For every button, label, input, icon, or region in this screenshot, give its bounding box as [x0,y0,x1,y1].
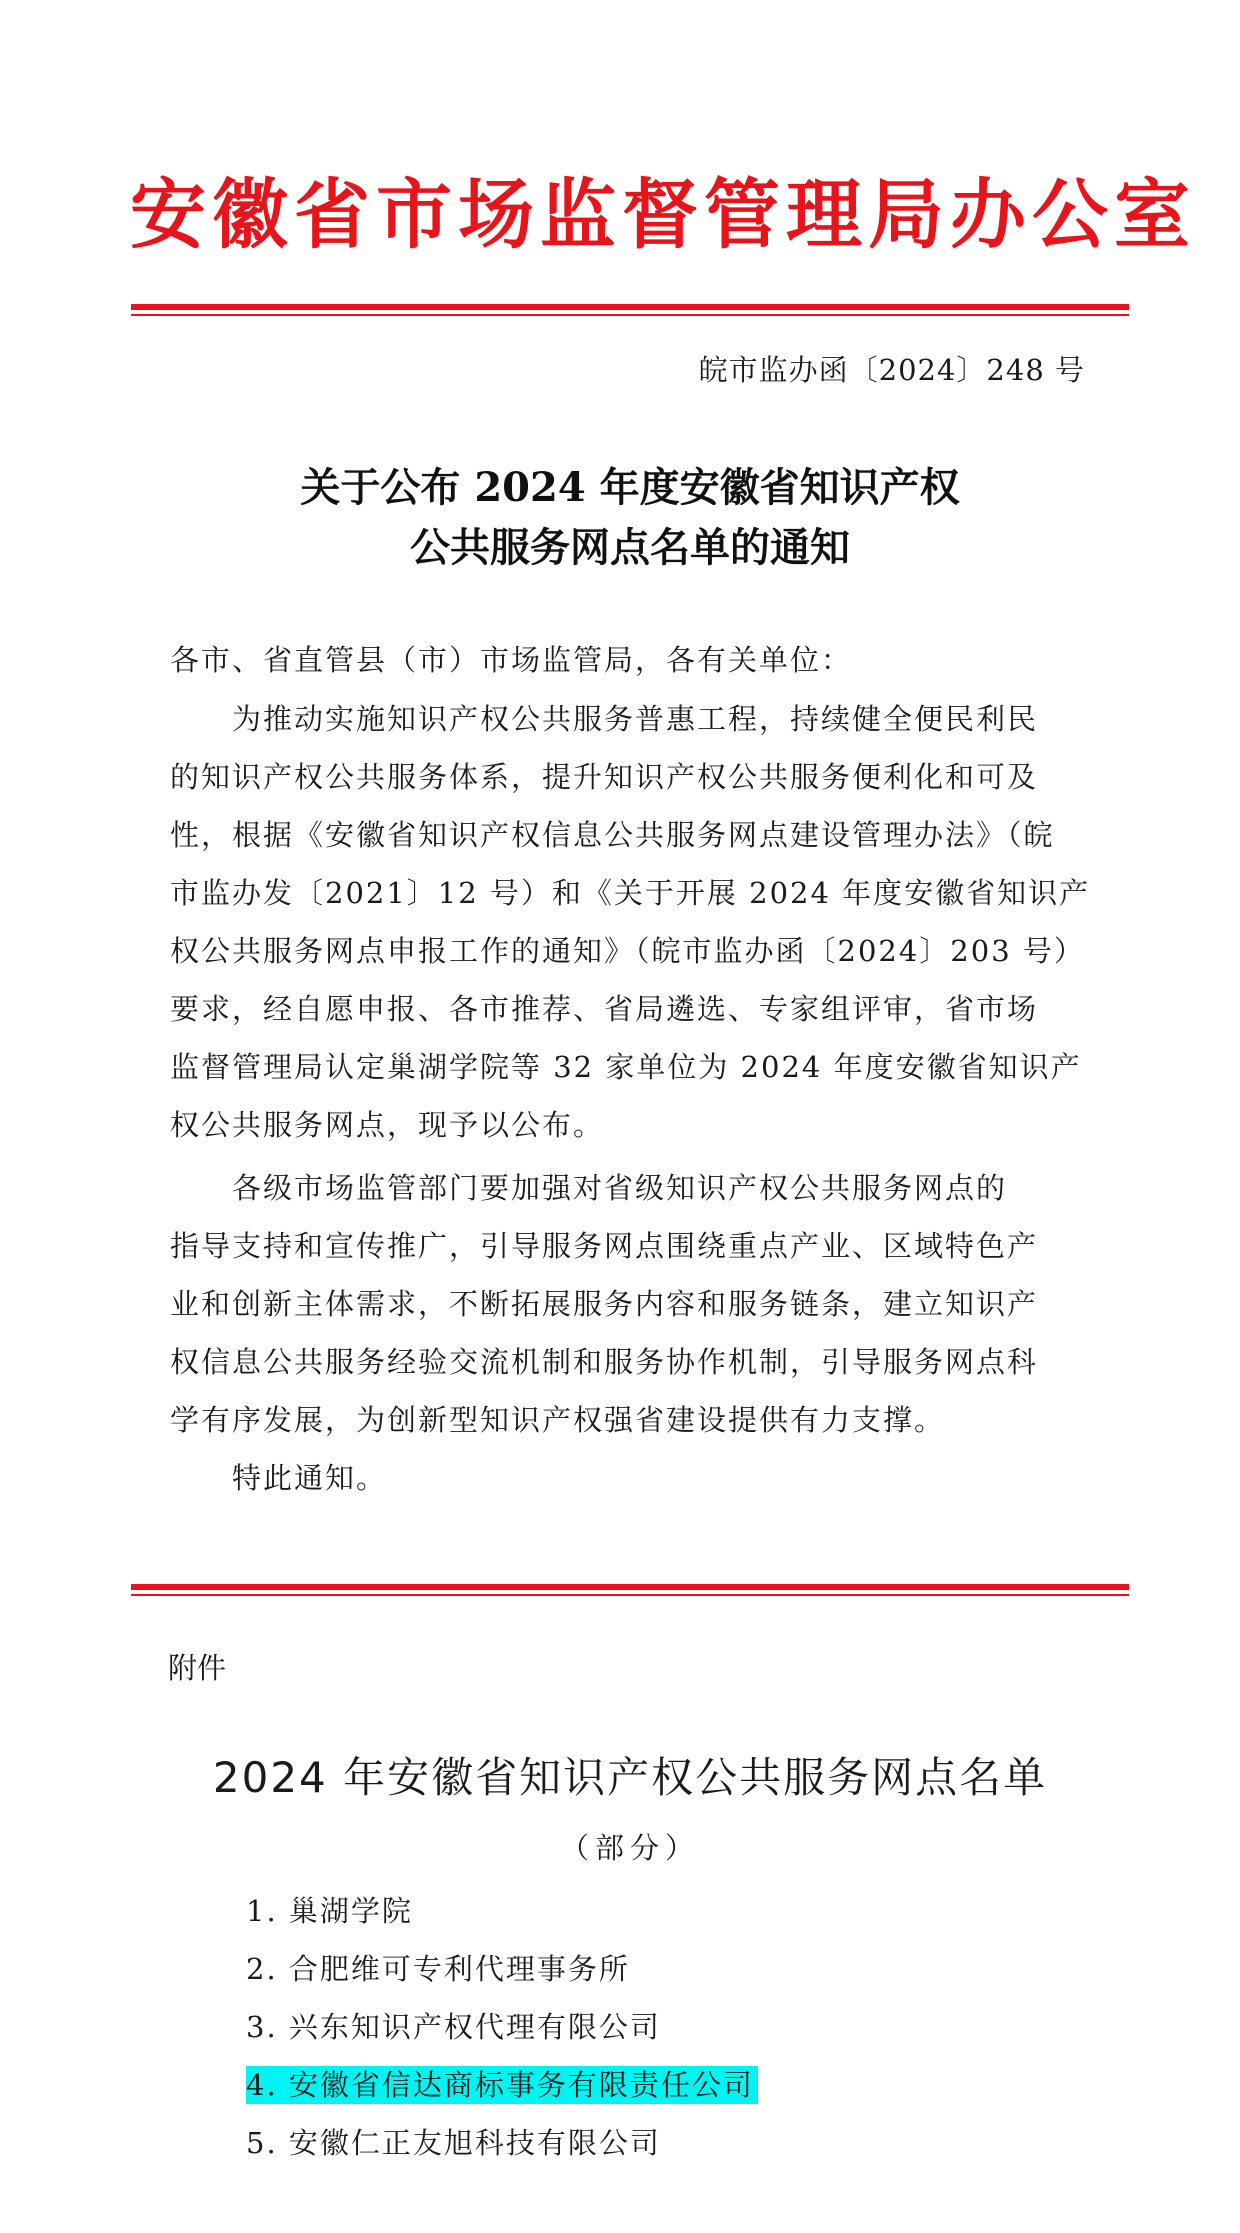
attachment-list-title: 2024 年安徽省知识产权公共服务网点名单 [212,1753,1048,1802]
list-item [246,1882,758,1940]
paragraph-line: 为推动实施知识产权公共服务普惠工程，持续健全便民利民 [232,702,1039,736]
paragraph-line: 各级市场监管部门要加强对省级知识产权公共服务网点的 [232,1171,1008,1205]
paragraph-line: 学有序发展，为创新型知识产权强省建设提供有力支撑。 [170,1403,946,1437]
document-title [180,458,1080,578]
paragraph-line: 监督管理局认定巢湖学院等 32 家单位为 2024 年度安徽省知识产 [170,1050,1082,1084]
attachment-list-subtitle: （部分） [559,1831,700,1865]
paragraph-1 [170,690,1090,1154]
list-item [246,1940,758,1998]
office-header-title: 安徽省市场监督管理局办公室 [130,170,1196,259]
paragraph-line: 权信息公共服务经验交流机制和服务协作机制，引导服务网点科 [170,1345,1039,1379]
paragraph-line: 权公共服务网点，现予以公布。 [170,1108,605,1142]
document-title-line: 关于公布 2024 年度安徽省知识产权 [300,464,960,511]
paragraph-line: 指导支持和宣传推广，引导服务网点围绕重点产业、区域特色产 [170,1229,1039,1263]
paragraph-line: 的知识产权公共服务体系，提升知识产权公共服务便利化和可及 [170,760,1039,794]
paragraph-line: 要求，经自愿申报、各市推荐、省局遴选、专家组评审，省市场 [170,992,1039,1026]
paragraph-line: 业和创新主体需求，不断拓展服务内容和服务链条，建立知识产 [170,1287,1039,1321]
paragraph-line: 市监办发〔2021〕12 号）和《关于开展 2024 年度安徽省知识产 [170,876,1091,910]
closing-paragraph [170,1449,1090,1507]
document-title-line: 公共服务网点名单的通知 [410,524,850,571]
closing-text: 特此通知。 [232,1461,388,1495]
document-number: 皖市监办函〔2024〕248 号 [698,353,1085,387]
red-separator-bottom [131,1584,1129,1596]
list-item [246,1998,758,2056]
list-item-text: 5. 安徽仁正友旭科技有限公司 [246,2126,661,2160]
list-item-text: 2. 合肥维可专利代理事务所 [246,1952,630,1986]
paragraph-line: 性，根据《安徽省知识产权信息公共服务网点建设管理办法》（皖 [170,818,1055,852]
red-separator-top [131,304,1129,316]
salutation: 各市、省直管县（市）市场监管局，各有关单位： [170,643,853,677]
attachment-label: 附件 [168,1651,227,1685]
list-item-highlighted [246,2056,758,2114]
service-unit-list [246,1882,758,2172]
list-item-text: 1. 巢湖学院 [246,1894,413,1928]
paragraph-line: 权公共服务网点申报工作的通知》（皖市监办函〔2024〕203 号） [170,934,1085,968]
paragraph-2 [170,1159,1090,1449]
list-item-text: 4. 安徽省信达商标事务有限责任公司 [246,2066,758,2104]
list-item [246,2114,758,2172]
list-item-text: 3. 兴东知识产权代理有限公司 [246,2010,661,2044]
